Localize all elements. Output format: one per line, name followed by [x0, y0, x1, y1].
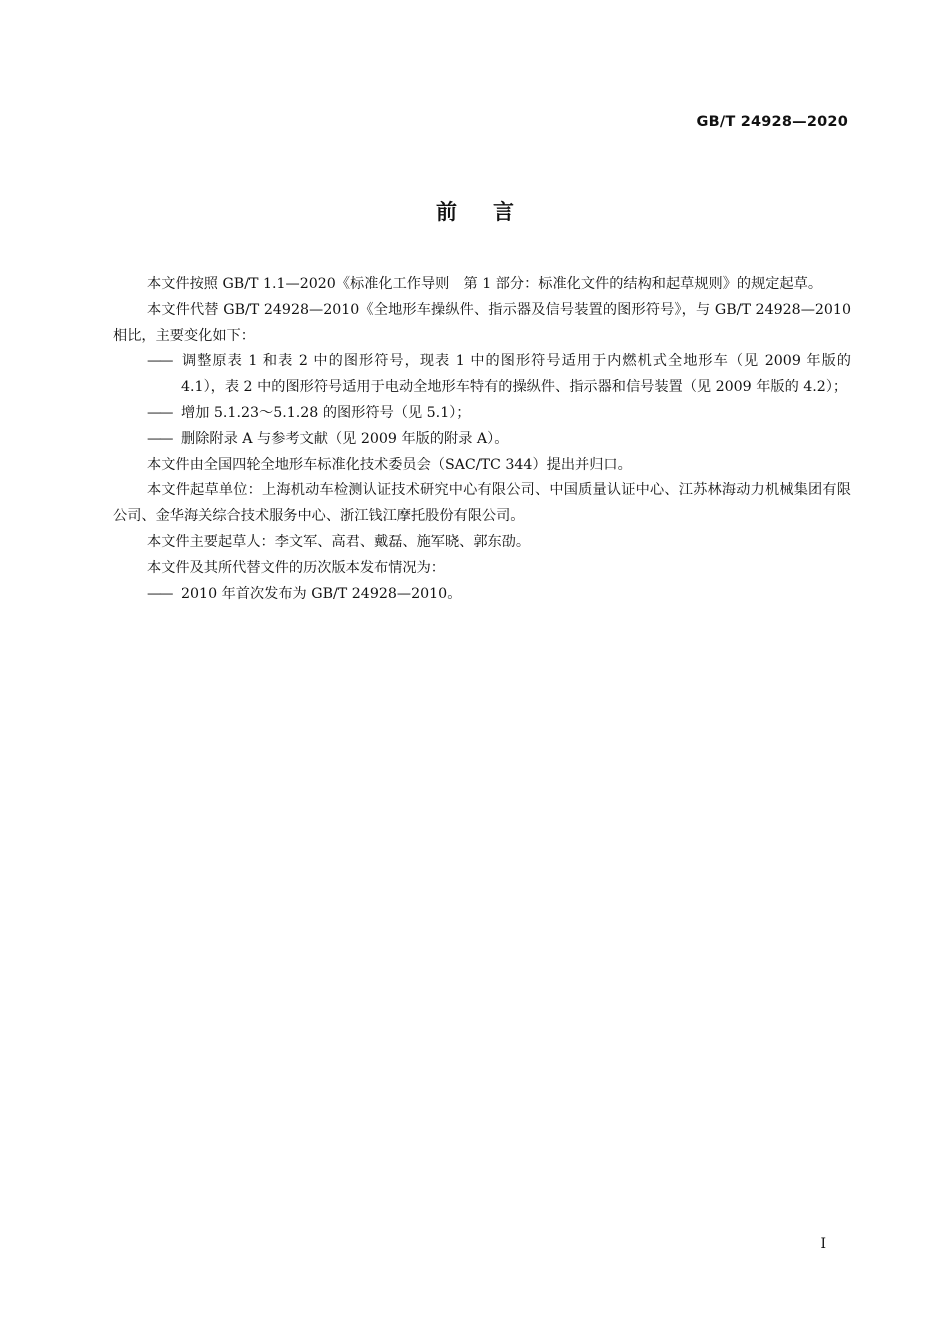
- change-item: [113, 349, 851, 401]
- history-item-text: 2010 年首次发布为 GB/T 24928—2010。: [181, 585, 462, 602]
- dash-marker: ——: [147, 404, 172, 421]
- dash-marker: ——: [147, 353, 172, 370]
- dash-marker: ——: [147, 585, 172, 602]
- history-item: [113, 582, 851, 608]
- paragraph-committee: 本文件由全国四轮全地形车标准化技术委员会（SAC/TC 344）提出并归口。: [147, 456, 632, 473]
- change-item-text: 删除附录 A 与参考文献（见 2009 年版的附录 A）。: [181, 430, 509, 447]
- change-item: [113, 401, 851, 427]
- paragraph-history-intro: 本文件及其所代替文件的历次版本发布情况为：: [147, 559, 445, 576]
- change-item: [113, 427, 851, 453]
- document-body: [113, 272, 851, 607]
- page-number: I: [820, 1236, 826, 1252]
- page-title: 前言: [436, 200, 550, 224]
- paragraph-replacement: 本文件代替 GB/T 24928—2010《全地形车操纵件、指示器及信号装置的图形符号》，与 GB/T 24928—2010 相比，主要变化如下：: [113, 301, 851, 344]
- change-item-text: 增加 5.1.23～5.1.28 的图形符号（见 5.1）；: [181, 404, 471, 421]
- dash-marker: ——: [147, 430, 172, 447]
- paragraph-drafters: 本文件主要起草人：李文军、高君、戴磊、施军晓、郭东劭。: [147, 533, 531, 550]
- change-item-text: 调整原表 1 和表 2 中的图形符号，现表 1 中的图形符号适用于内燃机式全地形车（见 2009 年版的 4.1），表 2 中的图形符号适用于电动全地形车特有的操纵件、指示器和信号装置（见 2009 年版的 4.2）；: [181, 353, 851, 396]
- paragraph-drafting-rule: 本文件按照 GB/T 1.1—2020《标准化工作导则 第 1 部分：标准化文件的结构和起草规则》的规定起草。: [147, 276, 823, 292]
- standard-number: GB/T 24928—2020: [696, 114, 848, 130]
- paragraph-drafting-units: 本文件起草单位：上海机动车检测认证技术研究中心有限公司、中国质量认证中心、江苏林海动力机械集团有限公司、金华海关综合技术服务中心、浙江钱江摩托股份有限公司。: [113, 482, 851, 525]
